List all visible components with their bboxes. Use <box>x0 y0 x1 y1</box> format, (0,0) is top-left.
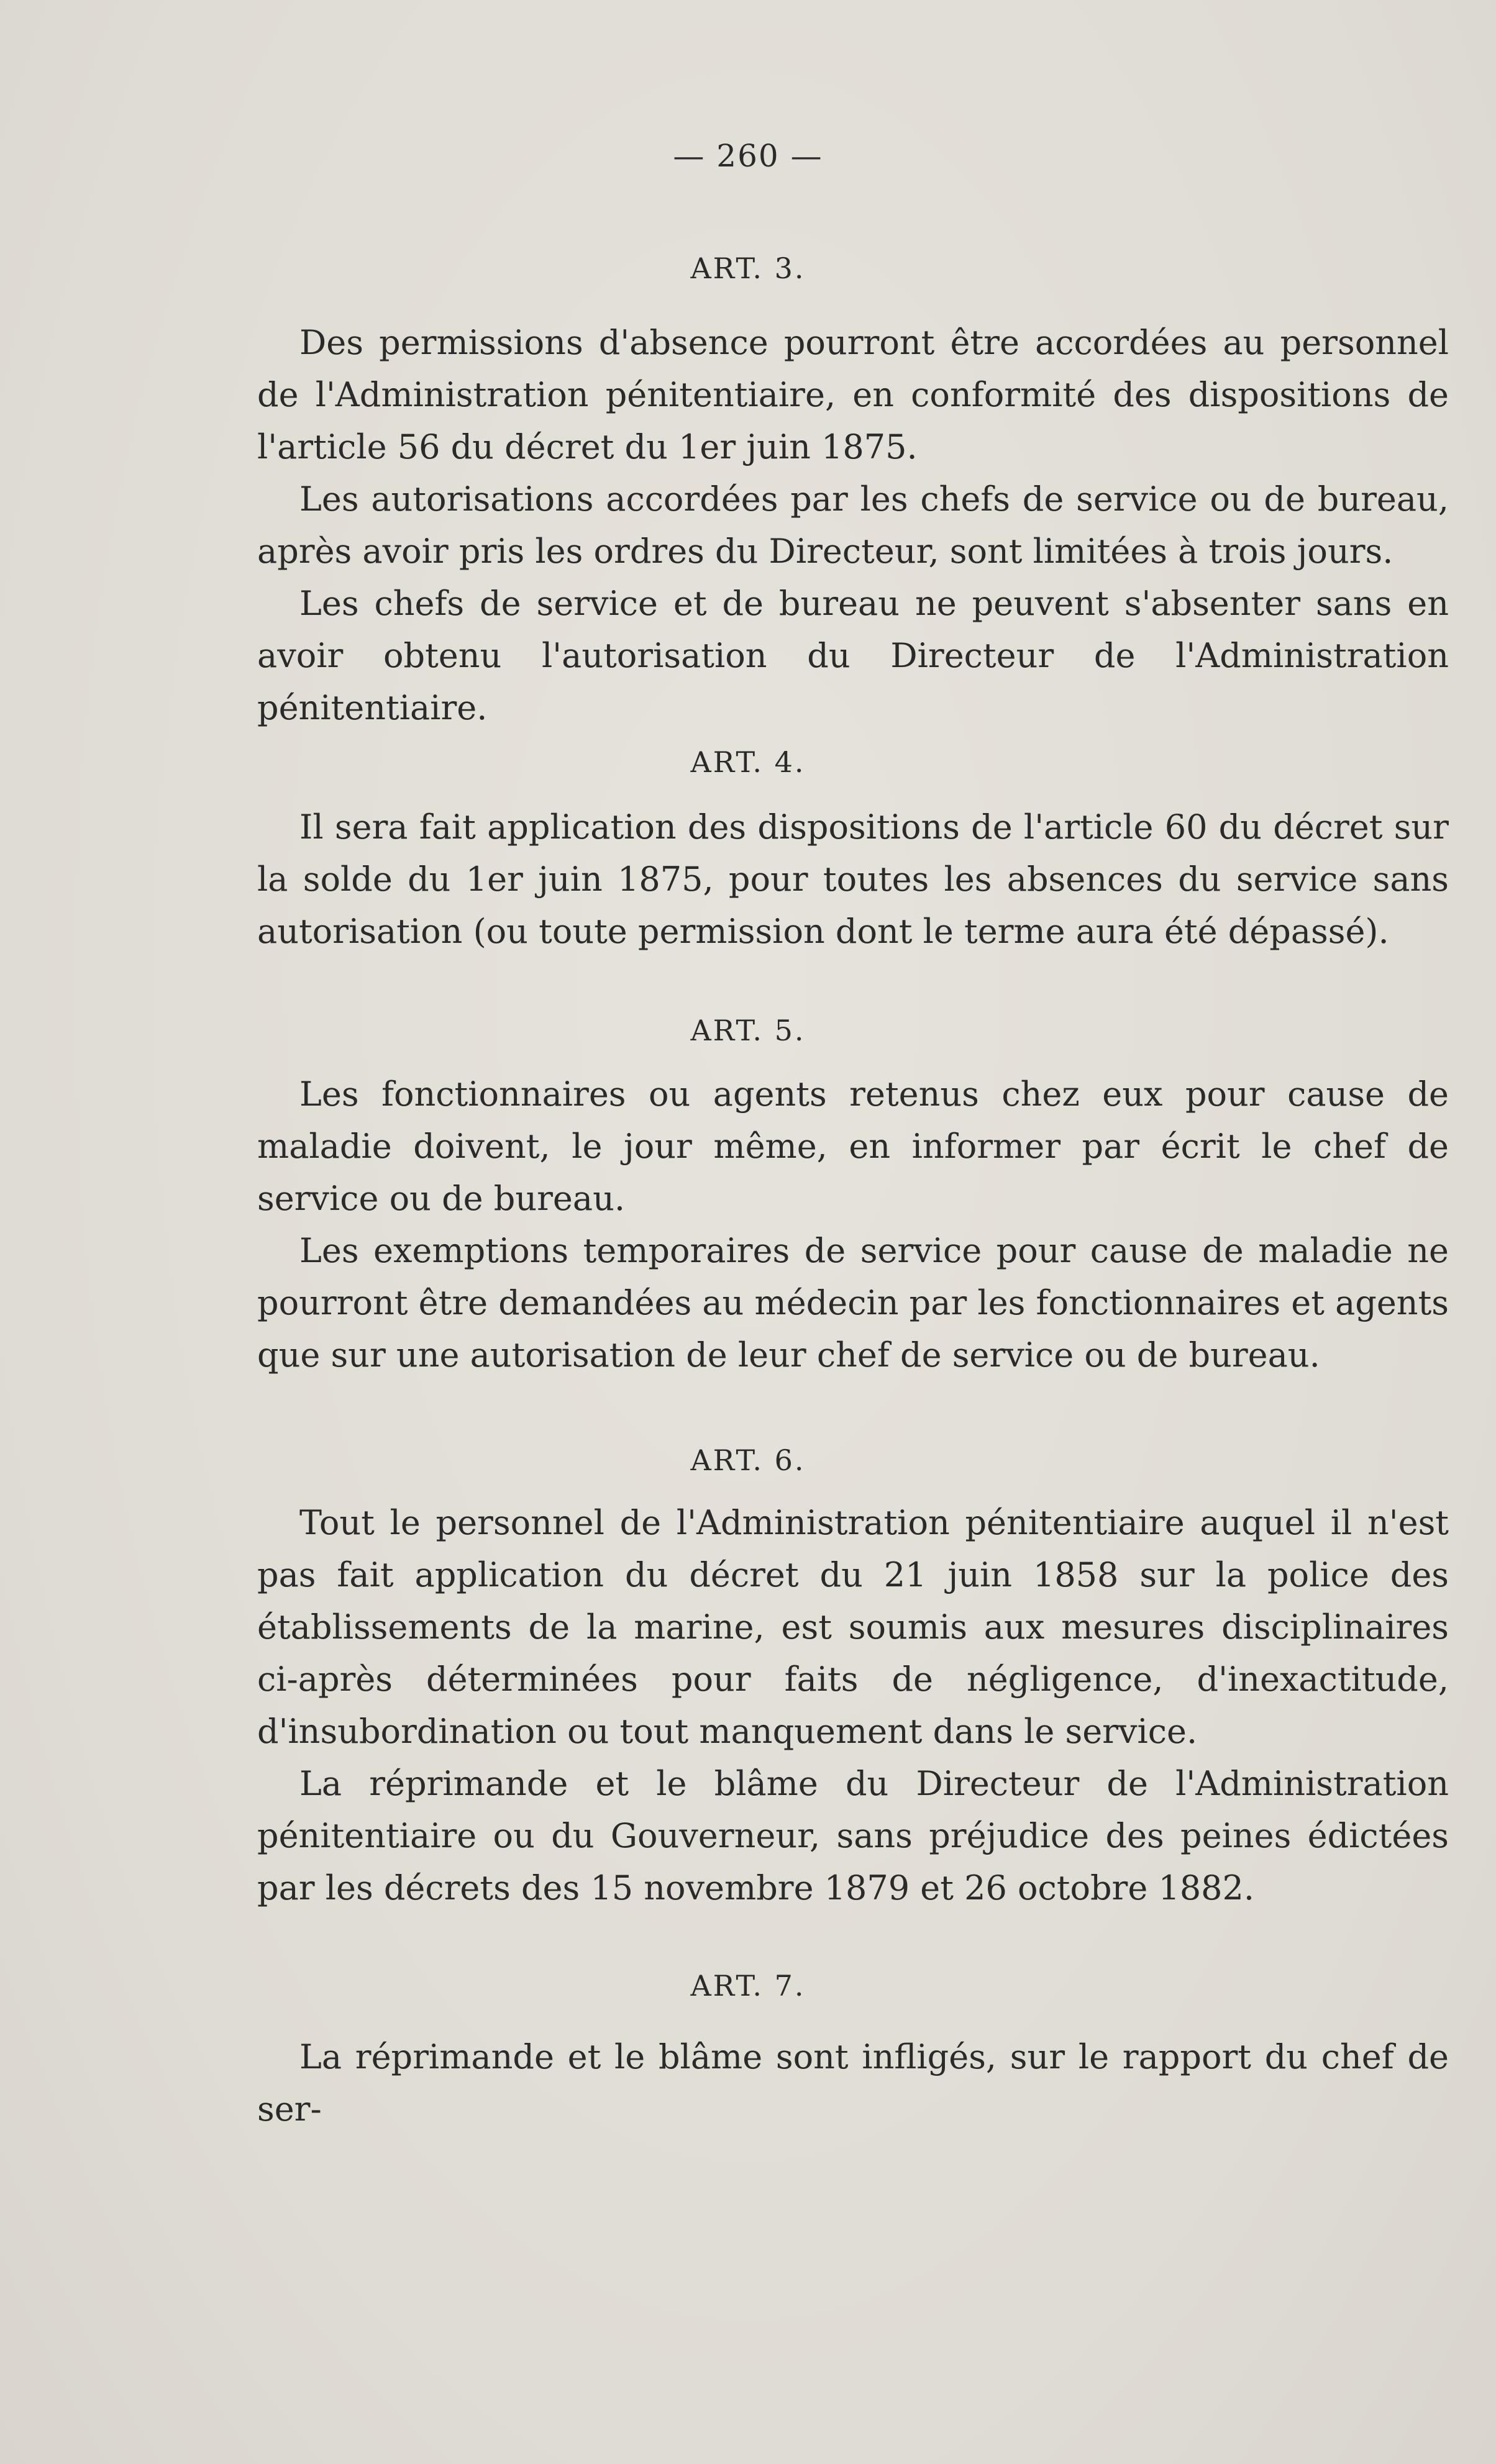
article-heading-6: ART. 6. <box>690 1443 806 1477</box>
article-heading-7: ART. 7. <box>690 1969 806 2003</box>
article-5-paragraph-2: Les exemptions temporaires de service pour cause de maladie ne pourront être demandées au médecin par les fonctionnaires et agents que sur une autorisation de leur chef de service ou de bureau. <box>257 1231 1449 1375</box>
article-4-paragraph-1: Il sera fait application des dispositions de l'article 60 du décret sur la solde du 1er juin 1875, pour toutes les absences du service sans autorisation (ou toute permission dont le terme aura été dépassé). <box>257 807 1449 951</box>
article-3-paragraph-3: Les chefs de service et de bureau ne peuvent s'absenter sans en avoir obtenu l'autorisation du Directeur de l'Administration pénitentiaire. <box>257 584 1449 727</box>
article-6-paragraph-2: La réprimande et le blâme du Directeur de l'Administration pénitentiaire ou du Gouverneur, sans préjudice des peines édictées par les décrets des 15 novembre 1879 et 26 octobre 1882. <box>257 1764 1449 1907</box>
article-heading-5: ART. 5. <box>690 1014 806 1047</box>
article-7-paragraph-1: La réprimande et le blâme sont infligés, sur le rapport du chef de ser- <box>257 2037 1449 2129</box>
article-3-paragraph-2: Les autorisations accordées par les chefs de service ou de bureau, après avoir pris les ordres du Directeur, sont limitées à trois jours. <box>257 480 1449 571</box>
article-3-paragraph-1: Des permissions d'absence pourront être accordées au personnel de l'Administration pénitentiaire, en conformité des dispositions de l'article 56 du décret du 1er juin 1875. <box>257 323 1449 466</box>
article-heading-3: ART. 3. <box>690 252 806 285</box>
page-number: — 260 — <box>673 138 823 174</box>
article-6-paragraph-1: Tout le personnel de l'Administration pénitentiaire auquel il n'est pas fait application du décret du 21 juin 1858 sur la police des établissements de la marine, est soumis aux mesures disciplinaires ci-après déterminées pour faits de négligence, d'inexactitude, d'insubordination ou tout manquement dans le service. <box>257 1503 1449 1751</box>
article-heading-4: ART. 4. <box>690 745 806 779</box>
article-5-paragraph-1: Les fonctionnaires ou agents retenus chez eux pour cause de maladie doivent, le jour même, en informer par écrit le chef de service ou de bureau. <box>257 1075 1449 1218</box>
